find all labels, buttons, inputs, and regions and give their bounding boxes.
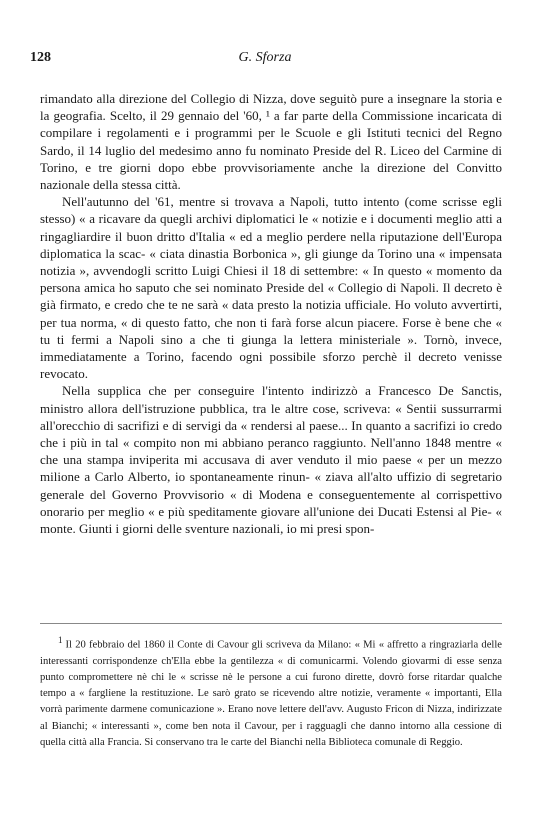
paragraph: rimandato alla direzione del Collegio di Nizza, dove seguitò pure a insegnare la storia e la geografia. Scelto, il 29 gennaio del '60, ¹ a far parte della Commissione incaricata di compilare i regolamenti e i programmi per le Scuole e gli Istituti tecnici del Regno Sardo, il 14 luglio del medesimo anno fu nominato Preside del R. Liceo del Carmine di Torino, e tre giorni dopo ebbe provvisoriamente anche la direzione del Convitto nazionale della stessa città. [40,91,502,193]
paragraph: Nell'autunno del '61, mentre si trovava a Napoli, tutto intento (come scrisse egli stesso) « a ricavare da quegli archivi diplomatici le « notizie e i documenti meglio atti a ringagliardire il buon dritto d'Italia « ed a meglio perdere nella riputazione dell'Europa diplomatica la scac- « ciata dinastia Borbonica », gli giunge da Torino una « impensata notizia », avvendogli scritto Luigi Chiesi il 18 di settembre: « In questo « momento da persona amica ho saputo che sei nominato Preside del « Collegio di Napoli. Il decreto è già firmato, e credo che te ne sarà « data presto la notizia ufficiale. Ho voluto avvertirti, per tua norma, « di questo fatto, che non ti farà forse alcun piacere. Forse è bene che « tu ti fermi a Napoli sino a che ti giunga la lettera ministeriale ». Tornò, invece, immediatamente a Torino, facendo ogni possibile sforzo perchè il decreto venisse revocato. [40,194,502,382]
page-header [30,50,500,70]
footnote-marker: 1 [58,635,63,645]
page-number: 128 [30,50,51,65]
main-text [40,90,502,537]
footnote-divider [40,623,502,624]
footnote-text: Il 20 febbraio del 1860 il Conte di Cavour gli scriveva da Milano: « Mi « affretto a ringraziarla delle interessanti corrispondenze ch'Ella ebbe la gentilezza « di comunicarmi. Volendo giovarmi di esse senza punto compromettere nè chi le « scrisse nè le persone a cui furono dirette, dovrò forse ritardar qualche tempo a « fargliene la restituzione. Le sarò grato se ricevendo altre notizie, veramente « importanti, Ella vorrà parimente darmene comunicazione ». Erano nove lettere dell'avv. Augusto Fricon di Nizza, indirizzate al Bianchi; « interessanti », come ben nota il Cavour, per i ragguagli che danno intorno alla cessione di quella città alla Francia. Si conservano tra le carte del Bianchi nella Biblioteca comunale di Reggio. [40,639,502,748]
running-head: G. Sforza [238,50,292,65]
footnote [40,632,502,751]
footnote-paragraph [40,632,502,751]
paragraph: Nella supplica che per conseguire l'intento indirizzò a Francesco De Sanctis, ministro allora dell'istruzione pubblica, tra le altre cose, scriveva: « Sentii sussurrarmi all'orecchio di sacrifizi e di servigi da « rendersi al paese... In quanto a sacrifizi io credo che i più in tal « compito non mi abbiano peranco raggiunto. Nell'anno 1848 mentre « che una stampa inviperita mi accusava di aver venduto il mio paese « per un mezzo milione a Carlo Alberto, io spontaneamente rinun- « ziava all'alto uffizio di segretario generale del Governo Provvisorio « di Modena e conseguentemente al corrispettivo onorario per meglio « e più speditamente giovare all'unione dei Ducati Estensi al Pie- « monte. Giunti i giorni delle sventure nazionali, io mi presi spon- [40,383,502,537]
